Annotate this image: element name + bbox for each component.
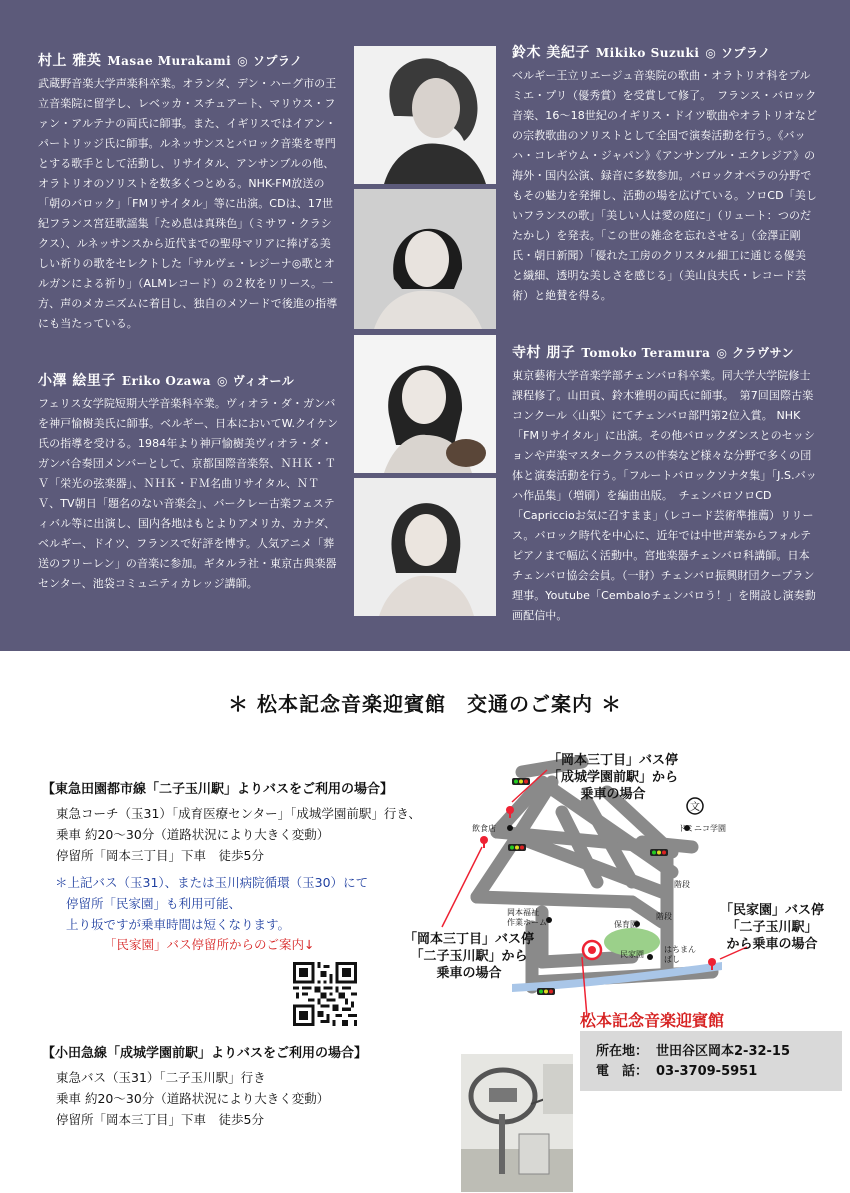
traffic-light xyxy=(508,844,526,851)
address-key: 所在地： xyxy=(596,1044,649,1059)
map-carehome-label xyxy=(507,908,547,928)
address-row xyxy=(596,1042,842,1062)
performer-name: 村上 雅英 Masae Murakami ◎ ソプラノ xyxy=(38,53,303,69)
address-value: 世田谷区岡本2-32-15 xyxy=(656,1044,791,1059)
route-heading: 【小田急線「成城学園前駅」よりバスをご利用の場合】 xyxy=(42,1046,368,1061)
route-heading: 【東急田園都市線「二子玉川駅」よりバスをご利用の場合】 xyxy=(42,782,394,797)
address-box xyxy=(580,1031,842,1091)
callout-line: 「二子玉川駅」 xyxy=(726,920,818,935)
traffic-light xyxy=(512,778,530,785)
route-tokyu xyxy=(42,778,421,866)
label-line: はちまん xyxy=(664,945,696,954)
callout-line: 「民家園」バス停 xyxy=(720,903,825,918)
map-bridge-label xyxy=(664,945,696,965)
photo-ozawa xyxy=(354,335,496,473)
performer-bio: ベルギー王立リエージュ音楽院の歌曲・オラトリオ科をプルミエ・プリ（優秀賞）を受賞して修了。 フランス・バロック音楽、16～18世紀のイギリス・ドイツ歌曲やオラトリオなどの宗教歌曲のソリストとして全国で演奏活動を行う。《バッハ・コレギウム・ジャパン》《アンサンブル・エクレジア》の海外・国内公演、録音に多数参加。バロックオペラの分野でもその魅力を発揮し、活動の場を広げている。ソロCD「美しいフランスの歌」「美しい人は愛の庭に」（リュート：つのだたかし）を発表。「この世の雑念を忘れさせる」（金澤正剛氏・朝日新聞）「優れた工房のクリスタル細工に通じる優美と繊細、透明な美しさを感じる」（美山良夫氏・レコード芸術）と絶賛を得る。 xyxy=(512,69,818,302)
map-stairs-label: 階段 xyxy=(656,912,672,921)
map-callout-seijo xyxy=(548,752,678,803)
performer-name: 小澤 絵里子 Eriko Ozawa ◎ ヴィオール xyxy=(38,373,295,389)
qr-code[interactable] xyxy=(293,962,357,1026)
portrait-image xyxy=(354,335,496,473)
callout-line: 「岡本三丁目」バス停 xyxy=(548,753,679,768)
qr-code-icon xyxy=(293,962,357,1026)
route-line: 乗車 約20～30分（道路状況により大きく変動） xyxy=(56,1091,330,1106)
portrait-image xyxy=(354,478,496,616)
note-line: 停留所「民家園」も利用可能、 xyxy=(66,896,242,911)
portrait-image xyxy=(354,189,496,329)
route-line: 東急バス（玉31）「二子玉川駅」行き xyxy=(56,1070,266,1085)
callout-line: 乗車の場合 xyxy=(436,966,502,981)
portrait-image xyxy=(354,46,496,184)
map-minkaen-label: 民家園 xyxy=(620,950,644,959)
map-school-label: ドミニコ学園 xyxy=(678,824,726,833)
phone-key: 電 話： xyxy=(596,1064,649,1079)
label-line: 岡本福祉 xyxy=(507,908,539,917)
performer-bio: フェリス女学院短期大学音楽科卒業。ヴィオラ・ダ・ガンバを神戸愉樹美氏に師事。ベルギー、日本においてW.クイケン氏の指導を受ける。1984年より神戸愉樹美ヴィオラ・ダ・ガンバ合奏団メンバーとして、京都国際音楽祭、ＮＨＫ・ＴＶ「栄光の弦楽器」、ＮＨＫ・ＦＭ名曲リサイタル、ＮＴＶ、TV朝日「題名のない音楽会」、バークレー古楽フェスティバル等に出演し、国内各地はもとよりアメリカ、カナダ、ベルギー、ドイツ、フランスで好評を博す。人気アニメ「葬送のフリーレン」の音楽に参加。ギタルラ社・東京古典楽器センター、池袋コミュニティカレッジ講師。 xyxy=(38,397,339,590)
photo-murakami xyxy=(354,46,496,184)
phone-row xyxy=(596,1062,842,1082)
access-title: ＊ 松本記念音楽迎賓館 交通のご案内 ＊ xyxy=(228,692,622,716)
callout-line: 乗車の場合 xyxy=(580,787,646,802)
photo-teramura xyxy=(354,478,496,616)
label-line: ばし xyxy=(664,955,680,964)
route-line: 東急コーチ（玉31）「成育医療センター」「成城学園前駅」行き、 xyxy=(56,806,421,821)
note-line: ＊上記バス（玉31）、または玉川病院循環（玉30）にて xyxy=(55,875,369,890)
phone-value: 03-3709-5951 xyxy=(656,1064,758,1079)
traffic-light xyxy=(537,988,555,995)
route-line: 停留所「岡本三丁目」下車 徒歩5分 xyxy=(56,848,264,863)
bio-ozawa xyxy=(38,370,341,594)
route-line: 乗車 約20～30分（道路状況により大きく変動） xyxy=(56,827,330,842)
venue-gate-photo xyxy=(461,1054,573,1192)
performer-bio: 武蔵野音楽大学声楽科卒業。オランダ、デン・ハーグ市の王立音楽院に留学し、レベッカ・スチュアート、マリウス・ファン・アルテナの両氏に師事。また、イギリスではイアン・パートリッジ氏に師事。ルネッサンスとバロック音楽を専門とする歌手として活動し、リサイタル、アンサンブルの他、オラトリオのソリストを数多くつとめる。NHK-FM放送の「朝のバロック」「FMリサイタル」等に出演。CDは、17世紀フランス宮廷歌謡集「ため息は真珠色」（ミサワ・クラシクス）、ルネッサンスから近代までの聖母マリアに捧げる美しい祈りの歌をセレクトした「サルヴェ・レジーナ◎歌とオルガンによる祈り」（ALMレコード）の２枚をリリース。一方、声のメカニズムに着目し、独自のメソードで後進の指導にも当たっている。 xyxy=(38,77,338,330)
map-callout-futako xyxy=(404,931,534,982)
callout-line: から乗車の場合 xyxy=(726,937,818,952)
bio-suzuki xyxy=(512,42,817,306)
callout-line: 「二子玉川駅」から xyxy=(410,949,528,964)
venue-name: 松本記念音楽迎賓館 xyxy=(580,1011,725,1030)
performer-name: 鈴木 美紀子 Mikiko Suzuki ◎ ソプラノ xyxy=(512,45,771,61)
note-minkaen xyxy=(55,872,368,935)
bio-murakami xyxy=(38,50,341,334)
map-nursery-label: 保育園 xyxy=(614,920,638,929)
route-line: 停留所「岡本三丁目」下車 徒歩5分 xyxy=(56,1112,264,1127)
gate-image xyxy=(461,1054,573,1192)
route-odakyu xyxy=(42,1042,367,1130)
map-callout-minkaen xyxy=(720,902,824,953)
performer-bio: 東京藝術大学音楽学部チェンバロ科卒業。同大学大学院修士課程修了。山田貢、鈴木雅明の両氏に師事。 第7回国際古楽コンクール〈山梨〉にてチェンバロ部門第2位入賞。 NHK「FMリサイタル」に出演。その他バロックダンスとのセッションや声楽マスタークラスの伴奏など様々な分野で多くの団体と演奏活動を行う。「フルートバロックソナタ集」「J.S.バッハ作品集」（増刷）を編曲出版。 チェンバロソロCD「Capriccioお気に召すまま」（レコード芸術準推薦）リリース。バロック時代を中心に、近年では中世声楽からフォルテピアノまで幅広く活動中。宮地楽器チェンバロ科講師。日本チェンバロ協会会員。（一財）チェンバロ振興財団クープラン理事。Youtube「Cembaloチェンバロう！」を開設し演奏動画配信中。 xyxy=(512,369,817,622)
performer-name: 寺村 朋子 Tomoko Teramura ◎ クラヴサン xyxy=(512,345,794,361)
school-symbol: 文 xyxy=(690,802,700,813)
note-minkaen-directions: 「民家園」バス停留所からのご案内↓ xyxy=(104,937,315,952)
callout-line: 「岡本三丁目」バス停 xyxy=(404,932,535,947)
callout-line: 「成城学園前駅」から xyxy=(548,770,679,785)
bio-teramura xyxy=(512,342,817,626)
map-restaurant-label: 飲食店 xyxy=(472,824,496,833)
photo-suzuki xyxy=(354,189,496,329)
note-line: 上り坂ですが乗車時間は短くなります。 xyxy=(66,917,291,932)
map-stairs-label: 階段 xyxy=(674,880,690,889)
traffic-light xyxy=(650,849,668,856)
label-line: 作業ホーム xyxy=(507,918,547,927)
